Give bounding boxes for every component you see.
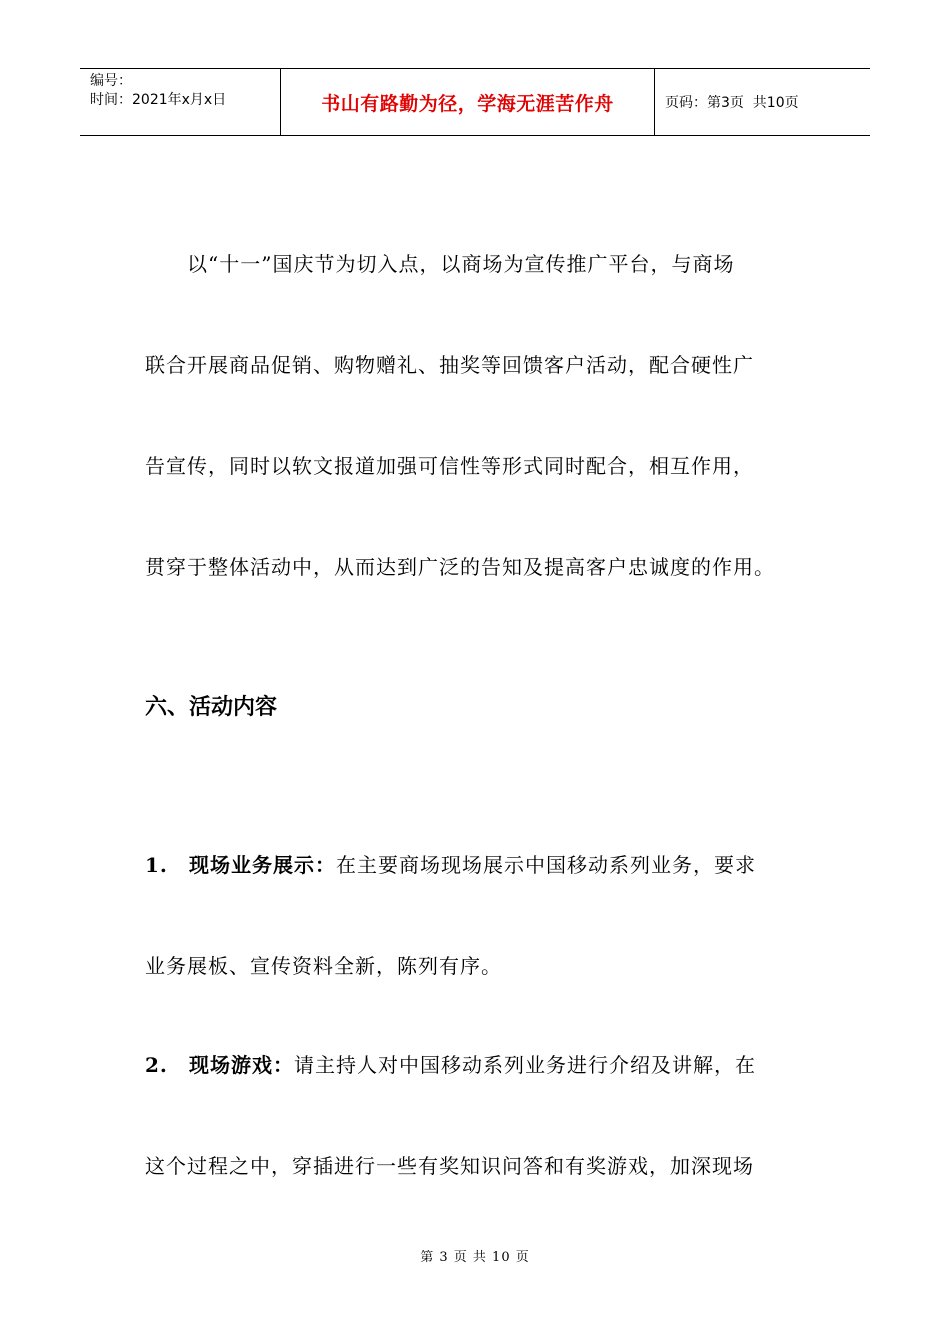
item-2 [145, 1015, 810, 1217]
item-2-line-1 [145, 1015, 810, 1116]
item-1 [145, 815, 810, 1017]
intro-line-1: 以“十一”国庆节为切入点，以商场为宣传推广平台，与商场 [145, 252, 735, 276]
page-info-text: 页码：第3页 共10页 [665, 95, 799, 111]
header-motto: 书山有路勤为径，学海无涯苦作舟 [281, 69, 655, 135]
item-2-line-2: 这个过程之中，穿插进行一些有奖知识问答和有奖游戏，加深现场 [145, 1154, 754, 1178]
item-2-title: 现场游戏： [189, 1053, 294, 1077]
header-meta [80, 69, 281, 135]
section-heading: 六、活动内容 [145, 695, 278, 720]
intro-paragraph [145, 214, 810, 618]
item-1-line-1 [145, 815, 810, 916]
item-1-line-2: 业务展板、宣传资料全新，陈列有序。 [145, 954, 502, 978]
number-label: 编号： [90, 73, 132, 89]
item-1-number: 1. [145, 853, 168, 877]
header-page-info [655, 69, 870, 135]
intro-line-2: 联合开展商品促销、购物赠礼、抽奖等回馈客户活动，配合硬性广 [145, 353, 754, 377]
page-footer: 第 3 页 共 10 页 [420, 1250, 530, 1265]
intro-line-4: 贯穿于整体活动中，从而达到广泛的告知及提高客户忠诚度的作用。 [145, 555, 775, 579]
item-1-text: 在主要商场现场展示中国移动系列业务，要求 [336, 853, 756, 877]
page-header [80, 68, 870, 136]
item-2-text: 请主持人对中国移动系列业务进行介绍及讲解，在 [294, 1053, 756, 1077]
intro-line-3: 告宣传，同时以软文报道加强可信性等形式同时配合，相互作用， [145, 454, 754, 478]
item-2-number: 2. [145, 1053, 168, 1077]
item-1-title: 现场业务展示： [189, 853, 336, 877]
time-label: 时间：2021年x月x日 [90, 92, 227, 108]
